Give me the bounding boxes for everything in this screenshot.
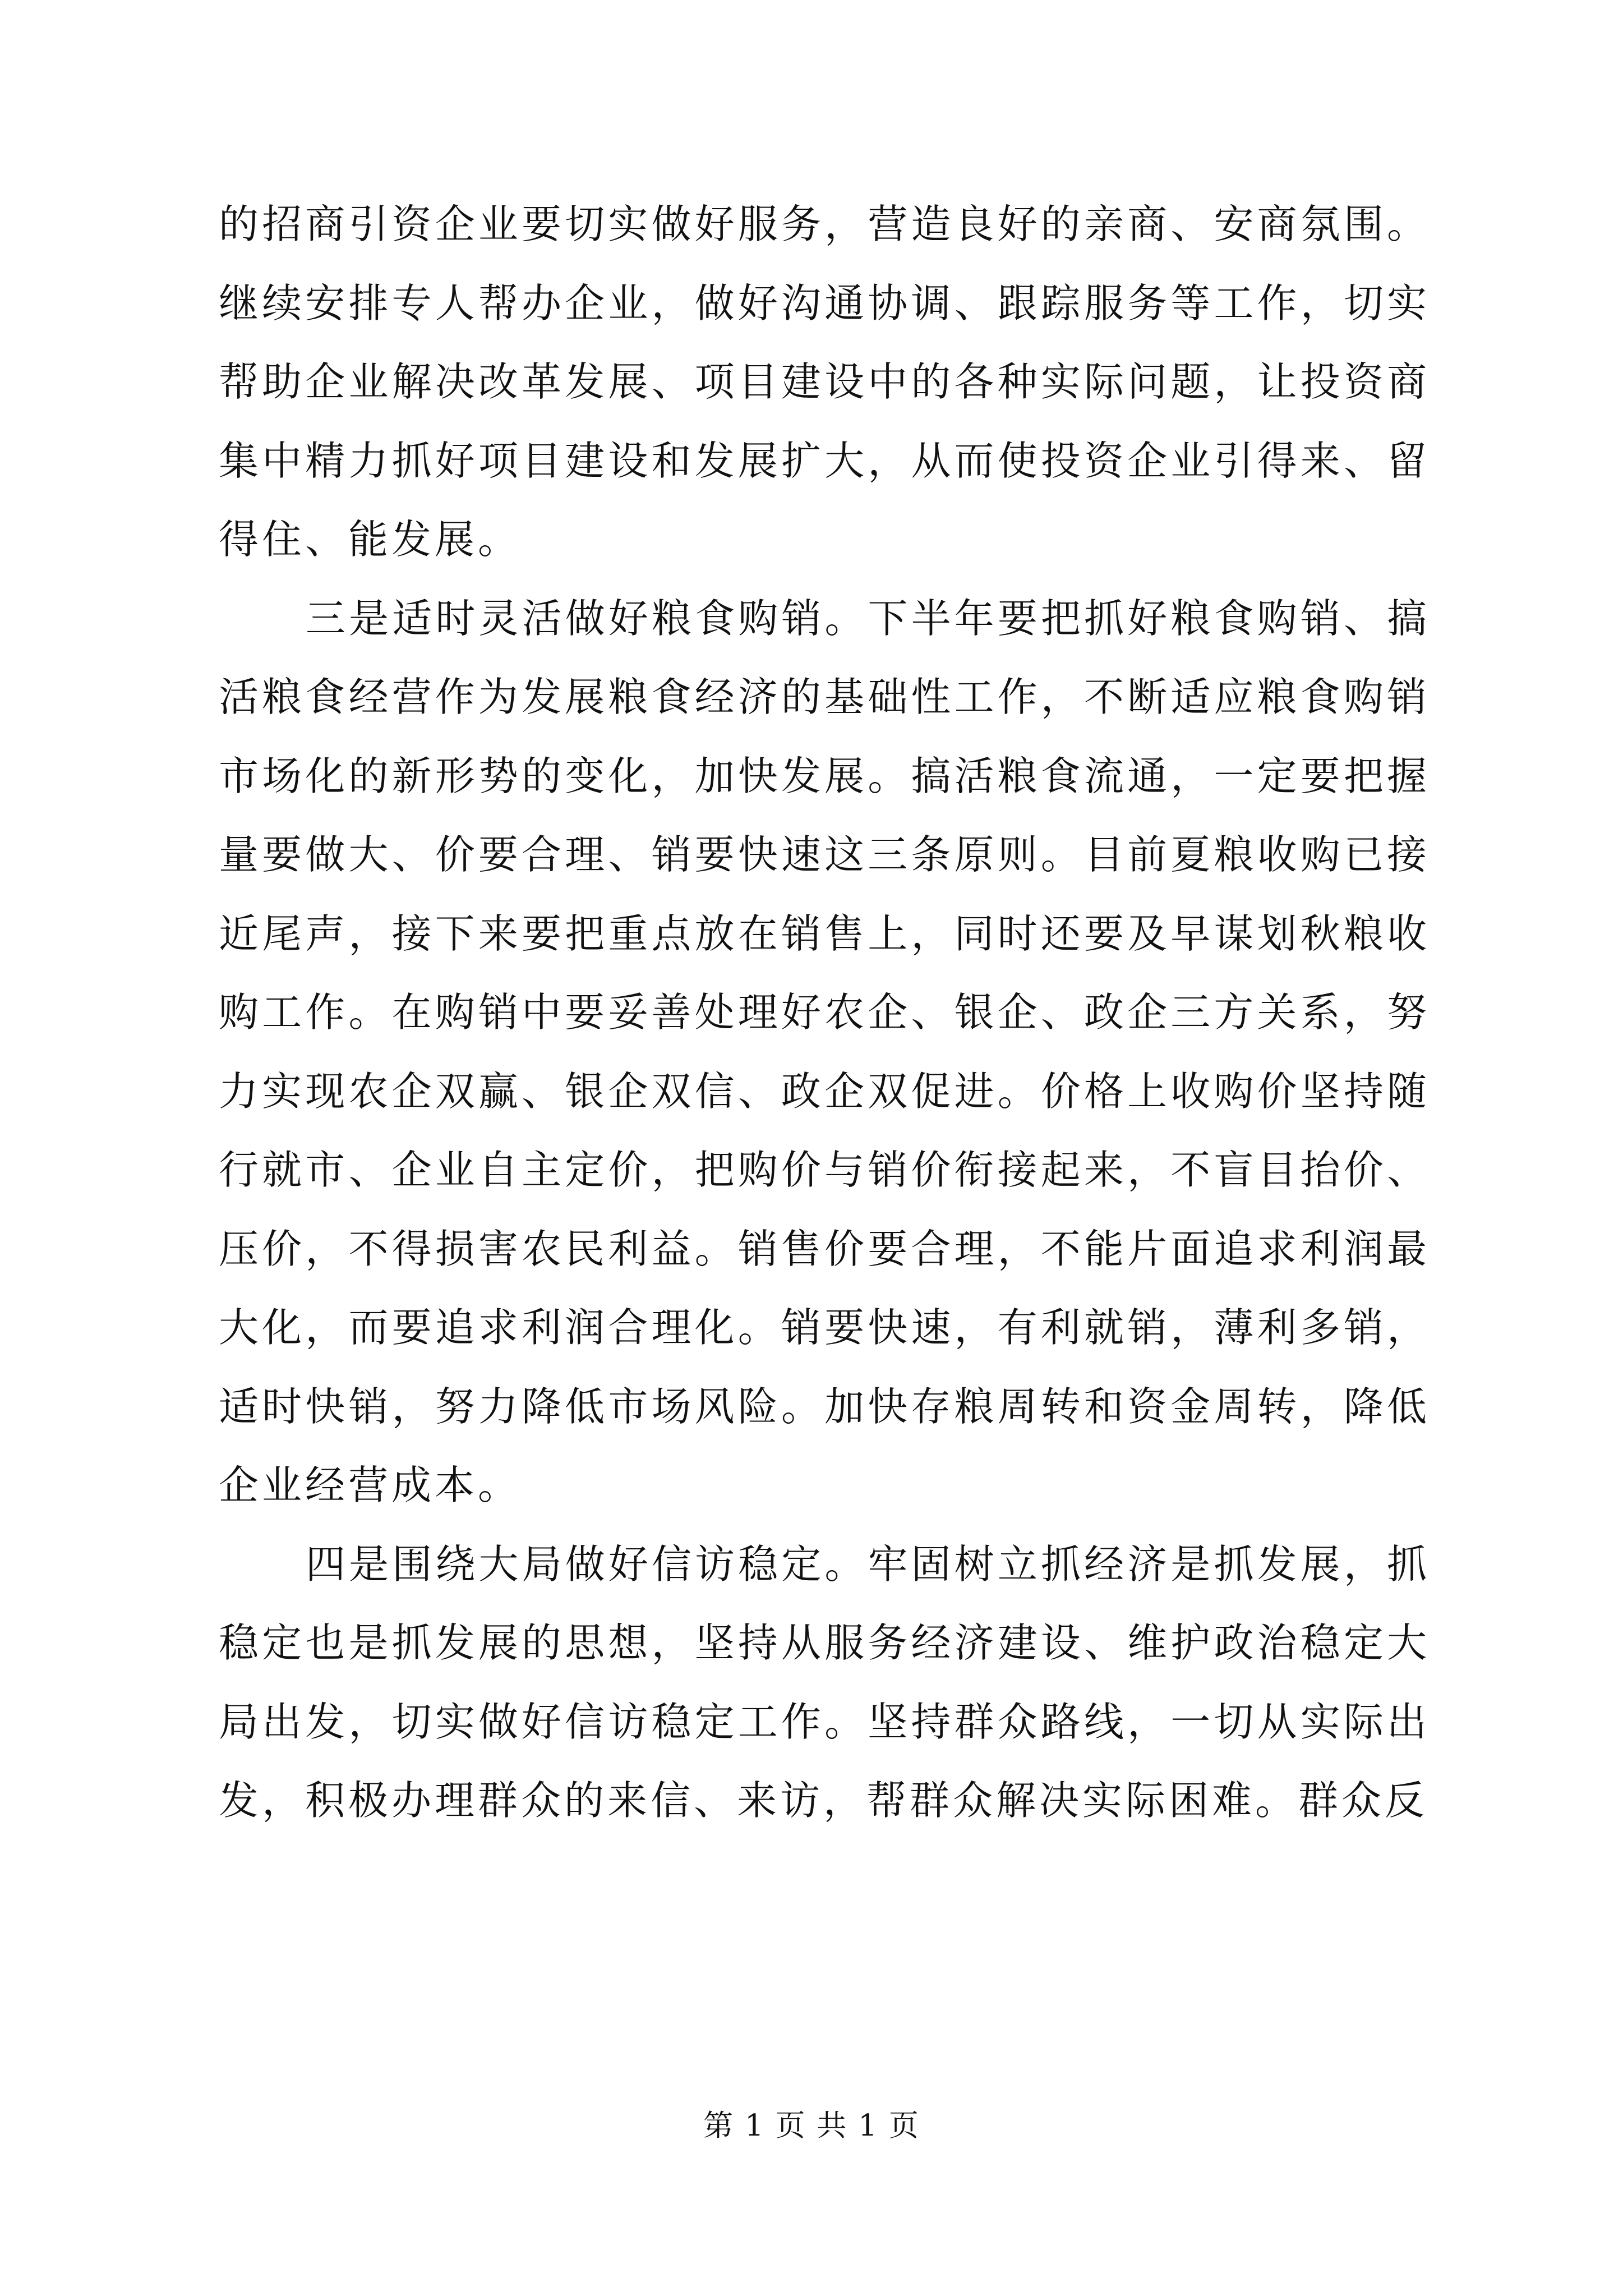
page-footer: 第 1 页 共 1 页 [703, 2109, 920, 2143]
paragraph-3: 四是围绕大局做好信访稳定。牢固树立抓经济是抓发展，抓稳定也是抓发展的思想，坚持从服务经济建设、维护政治稳定大局出发，切实做好信访稳定工作。坚持群众路线，一切从实际出发，积极办理群众的来信、来访，帮群众解决实际困难。群众反 [219, 1540, 1430, 1824]
paragraph-2: 三是适时灵活做好粮食购销。下半年要把抓好粮食购销、搞活粮食经营作为发展粮食经济的基础性工作，不断适应粮食购销市场化的新形势的变化，加快发展。搞活粮食流通，一定要把握量要做大、价要合理、销要快速这三条原则。目前夏粮收购已接近尾声，接下来要把重点放在销售上，同时还要及早谋划秋粮收购工作。在购销中要妥善处理好农企、银企、政企三方关系，努力实现农企双赢、银企双信、政企双促进。价格上收购价坚持随行就市、企业自主定价，把购价与销价衔接起来，不盲目抬价、压价，不得损害农民利益。销售价要合理，不能片面追求利润最大化，而要追求利润合理化。销要快速，有利就销，薄利多销，适时快销，努力降低市场风险。加快存粮周转和资金周转，降低企业经营成本。 [219, 595, 1430, 1508]
document-body [219, 185, 1430, 1841]
paragraph-1: 的招商引资企业要切实做好服务，营造良好的亲商、安商氛围。继续安排专人帮办企业，做好沟通协调、跟踪服务等工作，切实帮助企业解决改革发展、项目建设中的各种实际问题，让投资商集中精力抓好项目建设和发展扩大，从而使投资企业引得来、留得住、能发展。 [219, 201, 1430, 563]
